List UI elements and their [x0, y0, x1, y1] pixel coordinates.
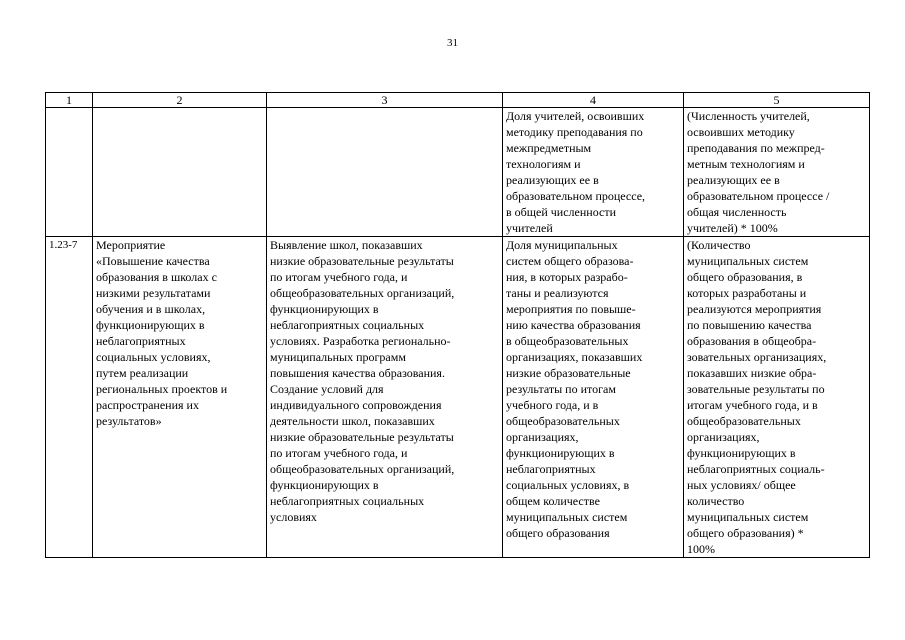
indicators-table	[45, 92, 870, 558]
table-row	[46, 237, 870, 558]
column-header-1: 1	[46, 93, 93, 108]
row2-formula-cell: (Количество муниципальных систем общего образования, в которых разработаны и реализуются мероприятия по повышению качества образования в общеобра- зовательных организациях, показавших низкие обра- зовательные результаты по итогам учебного года, и в общеобразовательных организациях, функционирующих в неблагоприятных социаль- ных условиях/ общее количество муниципальных систем общего образования) * 100%	[684, 237, 870, 558]
row2-number-cell: 1.23-7	[46, 237, 93, 558]
row1-event-cell	[93, 108, 267, 237]
row2-description-cell: Выявление школ, показавших низкие образовательные результаты по итогам учебного года, и общеобразовательных организаций, функционирующих в неблагоприятных социальных условиях. Разработка регионально- муниципальных программ повышения качества образования. Создание условий для индивидуального сопровождения деятельности школ, показавших низкие образовательные результаты по итогам учебного года, и общеобразовательных организаций, функционирующих в неблагоприятных социальных условиях	[267, 237, 503, 558]
column-header-5: 5	[684, 93, 870, 108]
column-header-3: 3	[267, 93, 503, 108]
page-number: 31	[447, 37, 458, 49]
row2-event-cell: Мероприятие «Повышение качества образования в школах с низкими результатами обучения и в школах, функционирующих в неблагоприятных социальных условиях, путем реализации региональных проектов и распространения их результатов»	[93, 237, 267, 558]
column-header-4: 4	[503, 93, 684, 108]
row1-formula-cell: (Численность учителей, освоивших методику преподавания по межпред- метным технологиям и реализующих ее в образовательном процессе / общая численность учителей) * 100%	[684, 108, 870, 237]
column-header-2: 2	[93, 93, 267, 108]
table-row	[46, 108, 870, 237]
table-header-row	[46, 93, 870, 108]
row1-indicator-cell: Доля учителей, освоивших методику преподавания по межпредметным технологиям и реализующих ее в образовательном процессе, в общей численности учителей	[503, 108, 684, 237]
row2-indicator-cell: Доля муниципальных систем общего образова- ния, в которых разрабо- таны и реализуются мероприятия по повыше- нию качества образования в общеобразовательных организациях, показавших низкие образовательные результаты по итогам учебного года, и в общеобразовательных организациях, функционирующих в неблагоприятных социальных условиях, в общем количестве муниципальных систем общего образования	[503, 237, 684, 558]
row1-description-cell	[267, 108, 503, 237]
row1-number-cell	[46, 108, 93, 237]
